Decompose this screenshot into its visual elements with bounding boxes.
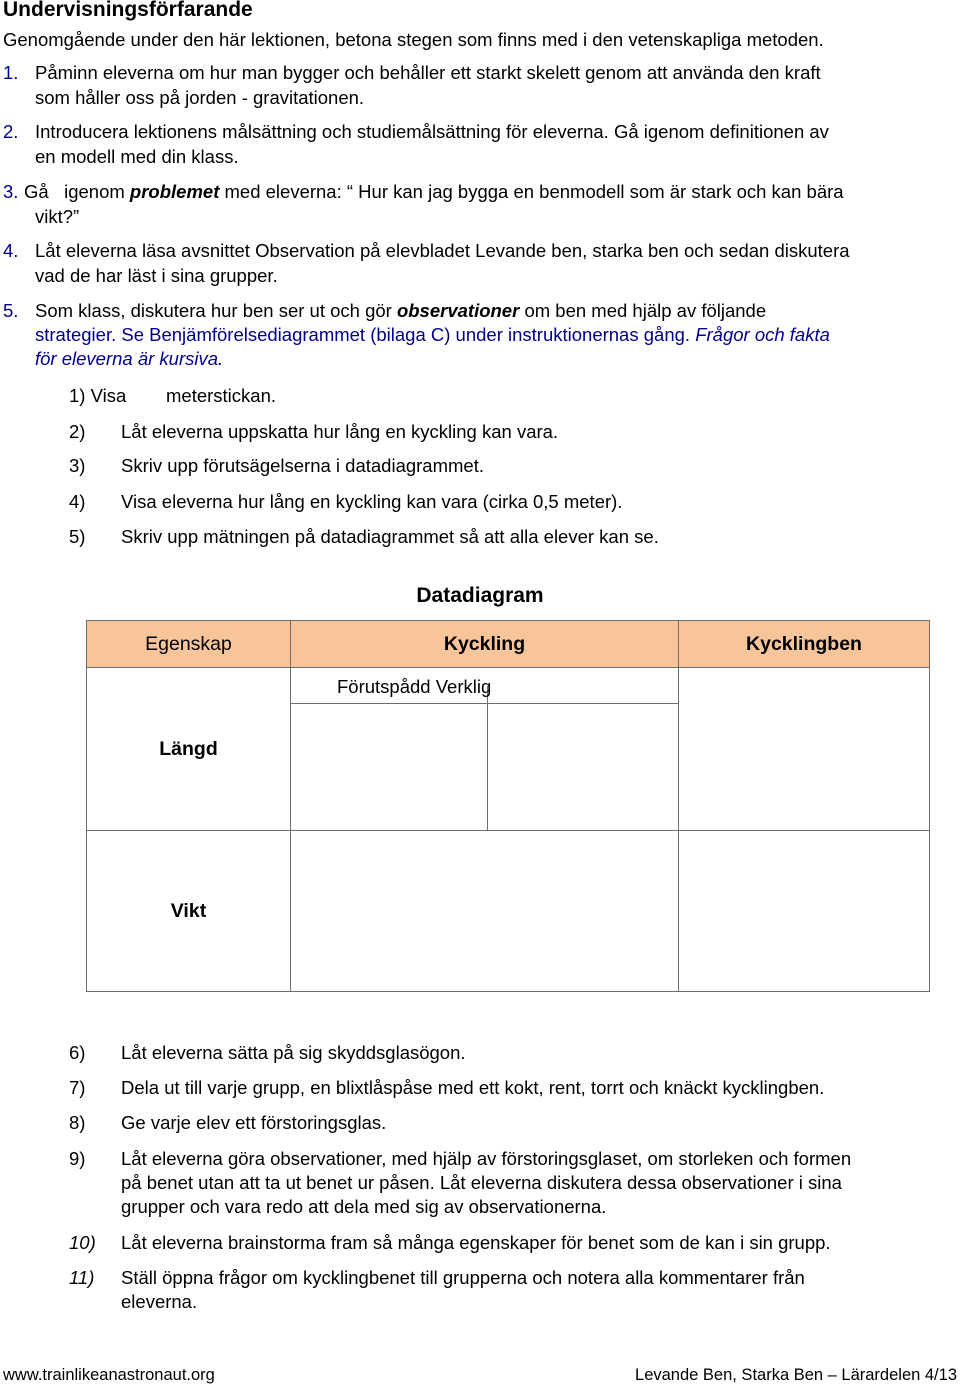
substep-number: 11) (69, 1267, 95, 1288)
table-border (678, 620, 679, 992)
step-text-line (35, 347, 950, 371)
table-border (86, 991, 930, 992)
substep-number: 4) (69, 491, 86, 512)
substep-text: Visa eleverna hur lång en kyckling kan vara (cirka 0,5 meter). (121, 491, 623, 512)
step-text: Låt eleverna läsa avsnittet Observation på elevbladet Levande ben, starka ben och sedan diskutera (35, 240, 850, 261)
substep-number: 7) (69, 1077, 86, 1098)
step-emphasis: observationer (396, 300, 520, 321)
substep-number: 10) (69, 1232, 96, 1253)
substep-number: 3) (69, 455, 86, 476)
substep-number: 1) Visa (69, 385, 127, 406)
step-text: som håller oss på jorden - gravitationen. (35, 87, 365, 108)
step-italic: Frågor och fakta (695, 324, 830, 345)
substep-text: Ge varje elev ett förstoringsglas. (121, 1112, 387, 1133)
substep-text: meterstickan. (166, 385, 277, 406)
step-text: en modell med din klass. (35, 146, 239, 167)
step-text: Påminn eleverna om hur man bygger och behåller ett starkt skelett genom att använda den kraft (35, 62, 821, 83)
step-italic: för eleverna är kursiva. (35, 348, 224, 369)
step-text: vad de har läst i sina grupper. (35, 265, 278, 286)
step-text-line (35, 299, 950, 323)
subheader-cell: Förutspådd Verklig (337, 676, 492, 697)
step-text: Gå igenom (24, 181, 130, 202)
step-text-line (24, 180, 954, 204)
table-border (487, 686, 488, 831)
substep-text: Låt eleverna sätta på sig skyddsglasögon. (121, 1042, 466, 1063)
substep-text: Låt eleverna uppskatta hur lång en kyckling kan vara. (121, 421, 559, 442)
step-number: 4. (3, 240, 19, 261)
table-border (290, 703, 679, 704)
substep-number: 8) (69, 1112, 86, 1133)
substep-text: eleverna. (121, 1291, 198, 1312)
substep-number: 6) (69, 1042, 86, 1063)
header-cell: Kyckling (443, 633, 526, 655)
step-text: om ben med hjälp av följande (519, 300, 767, 321)
table-border (290, 620, 291, 992)
substep-text: Skriv upp förutsägelserna i datadiagrammet. (121, 455, 484, 476)
row-label: Längd (159, 738, 218, 760)
step-text: Som klass, diskutera hur ben ser ut och gör (35, 300, 397, 321)
header-cell: Kycklingben (746, 633, 862, 655)
substep-number: 5) (69, 526, 86, 547)
footer-page-info: Levande Ben, Starka Ben – Lärardelen 4/13 (635, 1366, 957, 1384)
datadiagram-title: Datadiagram (416, 584, 544, 607)
footer-url[interactable]: www.trainlikeanastronaut.org (3, 1366, 215, 1384)
substep-text: grupper och vara redo att dela med sig av observationerna. (121, 1196, 607, 1217)
substep-text: Skriv upp mätningen på datadiagrammet så att alla elever kan se. (121, 526, 659, 547)
step-text-line (35, 323, 950, 347)
step-emphasis: problemet (129, 181, 220, 202)
substep-text: på benet utan att ta ut benet ur påsen. Låt eleverna diskutera dessa observationer i sina (121, 1172, 842, 1193)
substep-number: 2) (69, 421, 86, 442)
step-text: Introducera lektionens målsättning och studiemålsättning för eleverna. Gå igenom definitionen av (35, 121, 829, 142)
step-text: vikt?” (35, 206, 80, 227)
step-number: 5. (3, 300, 19, 321)
intro-text: Genomgående under den här lektionen, betona stegen som finns med i den vetenskapliga metoden. (3, 29, 824, 50)
step-number: 1. (3, 62, 19, 83)
substep-text: Dela ut till varje grupp, en blixtlåspåse med ett kokt, rent, torrt och knäckt kycklingben. (121, 1077, 825, 1098)
substep-number: 9) (69, 1148, 86, 1169)
row-label: Vikt (170, 900, 207, 922)
substep-text: Låt eleverna göra observationer, med hjälp av förstoringsglaset, om storleken och formen (121, 1148, 852, 1169)
step-number: 3. (3, 181, 19, 202)
step-text: med eleverna: “ Hur kan jag bygga en benmodell som är stark och kan bära (219, 181, 844, 202)
substep-text: Låt eleverna brainstorma fram så många egenskaper för benet som de kan i sin grupp. (121, 1232, 831, 1253)
table-border (929, 620, 930, 992)
substep-text: Ställ öppna frågor om kycklingbenet till grupperna och notera alla kommentarer från (121, 1267, 805, 1288)
header-cell: Egenskap (145, 633, 232, 655)
step-number: 2. (3, 121, 19, 142)
section-heading: Undervisningsförfarande (3, 0, 253, 21)
step-text: strategier. Se Benjämförelsediagrammet (bilaga C) under instruktionernas gång. (35, 324, 696, 345)
